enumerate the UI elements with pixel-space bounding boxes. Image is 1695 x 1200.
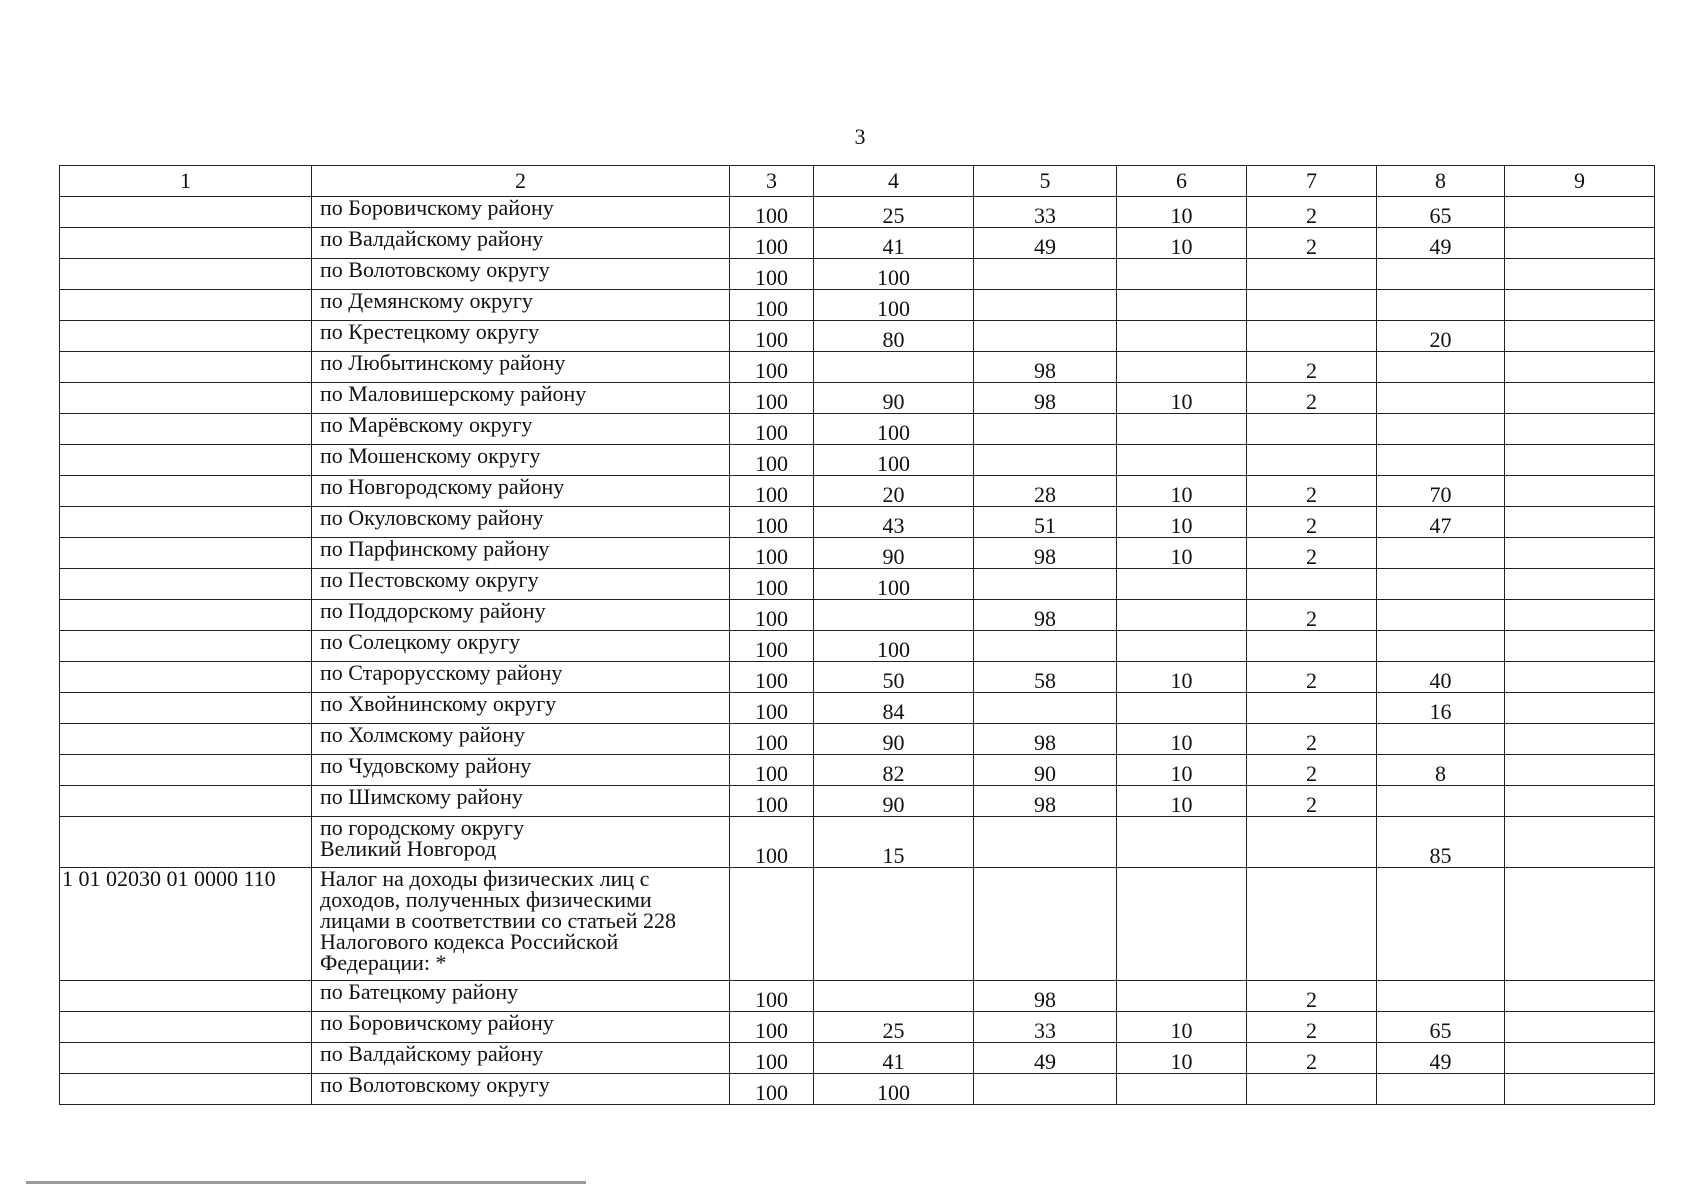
percent-value-cell [1247, 569, 1377, 600]
percent-value-cell [1505, 600, 1655, 631]
percent-value-cell [974, 445, 1117, 476]
percent-value-cell: 98 [974, 383, 1117, 414]
percent-value-cell: 10 [1117, 507, 1247, 538]
table-row [60, 693, 1655, 724]
percent-value-cell [974, 817, 1117, 868]
percent-value-cell [1505, 569, 1655, 600]
percent-value-cell: 2 [1247, 538, 1377, 569]
percent-value-cell [1117, 569, 1247, 600]
table-row [60, 631, 1655, 662]
percent-value-cell: 70 [1377, 476, 1505, 507]
column-number-header: 7 [1247, 166, 1377, 197]
percent-value-cell [1505, 631, 1655, 662]
percent-value-cell: 100 [730, 1043, 814, 1074]
percent-value-cell: 84 [814, 693, 974, 724]
percent-value-cell: 28 [974, 476, 1117, 507]
percent-value-cell [1377, 445, 1505, 476]
percent-value-cell: 100 [730, 600, 814, 631]
table-row [60, 259, 1655, 290]
revenue-name-cell: по Чудовскому району [312, 755, 730, 786]
percent-value-cell [1505, 507, 1655, 538]
percent-value-cell [1117, 693, 1247, 724]
percent-value-cell [1377, 538, 1505, 569]
revenue-name-cell: по Валдайскому району [312, 228, 730, 259]
column-number-header: 2 [312, 166, 730, 197]
budget-code-cell [60, 631, 312, 662]
table-row [60, 321, 1655, 352]
column-number-header-row [60, 166, 1655, 197]
percent-value-cell [814, 352, 974, 383]
percent-value-cell [1505, 1043, 1655, 1074]
percent-value-cell: 98 [974, 724, 1117, 755]
percent-value-cell: 65 [1377, 197, 1505, 228]
percent-value-cell [1505, 445, 1655, 476]
percent-value-cell: 41 [814, 1043, 974, 1074]
percent-value-cell: 49 [974, 228, 1117, 259]
percent-value-cell [1505, 786, 1655, 817]
percent-value-cell: 100 [730, 414, 814, 445]
percent-value-cell [974, 693, 1117, 724]
budget-code-cell [60, 1043, 312, 1074]
table-row [60, 476, 1655, 507]
percent-value-cell: 2 [1247, 600, 1377, 631]
percent-value-cell: 2 [1247, 724, 1377, 755]
percent-value-cell: 15 [814, 817, 974, 868]
percent-value-cell [1247, 631, 1377, 662]
percent-value-cell: 65 [1377, 1012, 1505, 1043]
percent-value-cell [1505, 1012, 1655, 1043]
budget-code-cell [60, 1012, 312, 1043]
percent-value-cell: 100 [814, 259, 974, 290]
percent-value-cell [1247, 321, 1377, 352]
percent-value-cell [1117, 290, 1247, 321]
budget-code-cell [60, 507, 312, 538]
percent-value-cell: 2 [1247, 383, 1377, 414]
budget-code-cell [60, 352, 312, 383]
revenue-name-cell: Налог на доходы физических лиц с доходов, полученных физическими лицами в соответствии со статьей 228 Налогового кодекса Российской Федерации: * [312, 868, 730, 981]
percent-value-cell [1505, 538, 1655, 569]
revenue-name-cell: по Новгородскому району [312, 476, 730, 507]
revenue-name-cell: по Пестовскому округу [312, 569, 730, 600]
percent-value-cell: 51 [974, 507, 1117, 538]
percent-value-cell: 50 [814, 662, 974, 693]
percent-value-cell [730, 868, 814, 981]
percent-value-cell [1505, 228, 1655, 259]
percent-value-cell [1377, 1074, 1505, 1105]
percent-value-cell [974, 290, 1117, 321]
percent-value-cell: 100 [730, 445, 814, 476]
percent-value-cell: 100 [814, 569, 974, 600]
percent-value-cell: 10 [1117, 1043, 1247, 1074]
percent-value-cell [1117, 352, 1247, 383]
revenue-name-cell: по Крестецкому округу [312, 321, 730, 352]
percent-value-cell: 10 [1117, 476, 1247, 507]
percent-value-cell [1377, 414, 1505, 445]
percent-value-cell: 98 [974, 538, 1117, 569]
column-number-header: 5 [974, 166, 1117, 197]
percent-value-cell: 33 [974, 197, 1117, 228]
percent-value-cell: 10 [1117, 662, 1247, 693]
percent-value-cell: 90 [814, 786, 974, 817]
percent-value-cell: 2 [1247, 352, 1377, 383]
percent-value-cell [1117, 1074, 1247, 1105]
budget-code-cell [60, 817, 312, 868]
table-row [60, 383, 1655, 414]
table-row [60, 569, 1655, 600]
percent-value-cell: 2 [1247, 476, 1377, 507]
percent-value-cell: 80 [814, 321, 974, 352]
budget-distribution-table [59, 165, 1655, 1105]
table-row [60, 724, 1655, 755]
percent-value-cell: 100 [730, 352, 814, 383]
percent-value-cell: 100 [730, 290, 814, 321]
table-row [60, 414, 1655, 445]
budget-code-cell [60, 321, 312, 352]
percent-value-cell: 100 [730, 228, 814, 259]
percent-value-cell [1377, 724, 1505, 755]
percent-value-cell [1505, 755, 1655, 786]
budget-code-cell [60, 981, 312, 1012]
revenue-name-cell: по Холмскому району [312, 724, 730, 755]
percent-value-cell: 2 [1247, 755, 1377, 786]
percent-value-cell: 16 [1377, 693, 1505, 724]
percent-value-cell: 10 [1117, 538, 1247, 569]
percent-value-cell [974, 569, 1117, 600]
percent-value-cell: 98 [974, 352, 1117, 383]
percent-value-cell: 20 [1377, 321, 1505, 352]
percent-value-cell: 2 [1247, 507, 1377, 538]
percent-value-cell: 47 [1377, 507, 1505, 538]
percent-value-cell [974, 321, 1117, 352]
percent-value-cell: 85 [1377, 817, 1505, 868]
budget-code-cell [60, 290, 312, 321]
revenue-name-cell: по Старорусскому району [312, 662, 730, 693]
percent-value-cell: 2 [1247, 1012, 1377, 1043]
percent-value-cell: 98 [974, 600, 1117, 631]
percent-value-cell [1377, 868, 1505, 981]
percent-value-cell [1117, 414, 1247, 445]
percent-value-cell [1247, 693, 1377, 724]
percent-value-cell: 33 [974, 1012, 1117, 1043]
percent-value-cell [1505, 290, 1655, 321]
percent-value-cell: 100 [730, 662, 814, 693]
revenue-name-cell: по Поддорскому району [312, 600, 730, 631]
percent-value-cell: 82 [814, 755, 974, 786]
percent-value-cell [1505, 662, 1655, 693]
budget-code-cell [60, 197, 312, 228]
percent-value-cell [1117, 981, 1247, 1012]
percent-value-cell: 100 [730, 631, 814, 662]
table-row [60, 538, 1655, 569]
percent-value-cell: 90 [814, 538, 974, 569]
percent-value-cell [1505, 352, 1655, 383]
table-row [60, 817, 1655, 868]
table-row [60, 868, 1655, 981]
table-row [60, 600, 1655, 631]
budget-code-cell [60, 414, 312, 445]
percent-value-cell [1377, 569, 1505, 600]
percent-value-cell: 2 [1247, 981, 1377, 1012]
percent-value-cell: 58 [974, 662, 1117, 693]
budget-code-cell [60, 383, 312, 414]
percent-value-cell [814, 868, 974, 981]
percent-value-cell [1247, 868, 1377, 981]
table-row [60, 1012, 1655, 1043]
percent-value-cell: 100 [730, 321, 814, 352]
percent-value-cell: 100 [814, 414, 974, 445]
budget-code-cell [60, 662, 312, 693]
percent-value-cell [1505, 693, 1655, 724]
percent-value-cell: 41 [814, 228, 974, 259]
revenue-name-cell: по Валдайскому району [312, 1043, 730, 1074]
percent-value-cell: 100 [814, 631, 974, 662]
percent-value-cell [1377, 290, 1505, 321]
percent-value-cell [1377, 786, 1505, 817]
percent-value-cell: 100 [730, 786, 814, 817]
revenue-name-cell: по Батецкому району [312, 981, 730, 1012]
percent-value-cell: 100 [730, 197, 814, 228]
percent-value-cell [814, 600, 974, 631]
budget-code-cell [60, 538, 312, 569]
percent-value-cell: 10 [1117, 724, 1247, 755]
percent-value-cell: 2 [1247, 228, 1377, 259]
percent-value-cell: 25 [814, 197, 974, 228]
percent-value-cell: 10 [1117, 228, 1247, 259]
percent-value-cell [814, 981, 974, 1012]
percent-value-cell: 100 [814, 445, 974, 476]
percent-value-cell [1505, 817, 1655, 868]
percent-value-cell: 49 [974, 1043, 1117, 1074]
page-number: 3 [854, 124, 866, 149]
percent-value-cell: 100 [730, 693, 814, 724]
percent-value-cell: 20 [814, 476, 974, 507]
budget-code-cell [60, 569, 312, 600]
column-number-header: 9 [1505, 166, 1655, 197]
budget-code-cell [60, 693, 312, 724]
percent-value-cell: 98 [974, 786, 1117, 817]
percent-value-cell: 100 [730, 817, 814, 868]
percent-value-cell: 100 [730, 476, 814, 507]
percent-value-cell [1505, 197, 1655, 228]
budget-code-cell [60, 1074, 312, 1105]
percent-value-cell [1505, 414, 1655, 445]
column-number-header: 3 [730, 166, 814, 197]
percent-value-cell: 43 [814, 507, 974, 538]
revenue-name-cell: по Маловишерскому району [312, 383, 730, 414]
percent-value-cell: 100 [730, 981, 814, 1012]
percent-value-cell: 2 [1247, 786, 1377, 817]
table-row [60, 786, 1655, 817]
percent-value-cell [1377, 600, 1505, 631]
percent-value-cell: 2 [1247, 1043, 1377, 1074]
percent-value-cell: 98 [974, 981, 1117, 1012]
column-number-header: 8 [1377, 166, 1505, 197]
percent-value-cell: 25 [814, 1012, 974, 1043]
percent-value-cell: 100 [730, 1012, 814, 1043]
percent-value-cell [1377, 383, 1505, 414]
revenue-name-cell: по Марёвскому округу [312, 414, 730, 445]
table-row [60, 507, 1655, 538]
percent-value-cell: 90 [814, 724, 974, 755]
percent-value-cell [1505, 321, 1655, 352]
revenue-name-cell: по Волотовскому округу [312, 259, 730, 290]
percent-value-cell: 100 [730, 538, 814, 569]
revenue-name-cell: по Солецкому округу [312, 631, 730, 662]
percent-value-cell [1117, 817, 1247, 868]
budget-code-cell [60, 228, 312, 259]
percent-value-cell: 10 [1117, 383, 1247, 414]
percent-value-cell [974, 631, 1117, 662]
table-row [60, 981, 1655, 1012]
percent-value-cell: 2 [1247, 662, 1377, 693]
percent-value-cell: 100 [730, 507, 814, 538]
percent-value-cell [1117, 259, 1247, 290]
revenue-name-cell: по Боровичскому району [312, 1012, 730, 1043]
revenue-name-cell: по Мошенскому округу [312, 445, 730, 476]
percent-value-cell: 40 [1377, 662, 1505, 693]
percent-value-cell: 10 [1117, 755, 1247, 786]
percent-value-cell [1377, 352, 1505, 383]
percent-value-cell [1117, 868, 1247, 981]
percent-value-cell [1505, 476, 1655, 507]
percent-value-cell [1117, 321, 1247, 352]
percent-value-cell: 49 [1377, 228, 1505, 259]
table-row [60, 662, 1655, 693]
percent-value-cell: 10 [1117, 786, 1247, 817]
budget-code-cell [60, 724, 312, 755]
scan-artifact-line [26, 1181, 586, 1184]
budget-code-cell [60, 755, 312, 786]
revenue-name-cell: по Парфинскому району [312, 538, 730, 569]
revenue-name-cell: по Хвойнинскому округу [312, 693, 730, 724]
percent-value-cell [1377, 981, 1505, 1012]
table-row [60, 755, 1655, 786]
budget-code-cell [60, 259, 312, 290]
percent-value-cell [1505, 724, 1655, 755]
percent-value-cell [1247, 445, 1377, 476]
percent-value-cell: 90 [814, 383, 974, 414]
revenue-name-cell: по Волотовскому округу [312, 1074, 730, 1105]
percent-value-cell: 90 [974, 755, 1117, 786]
percent-value-cell [1247, 414, 1377, 445]
budget-code-cell: 1 01 02030 01 0000 110 [60, 868, 312, 981]
budget-code-cell [60, 445, 312, 476]
percent-value-cell [974, 1074, 1117, 1105]
percent-value-cell [1505, 383, 1655, 414]
column-number-header: 4 [814, 166, 974, 197]
percent-value-cell: 100 [730, 383, 814, 414]
percent-value-cell [1505, 868, 1655, 981]
revenue-name-cell: по Любытинскому району [312, 352, 730, 383]
percent-value-cell [1117, 631, 1247, 662]
percent-value-cell [974, 259, 1117, 290]
budget-code-cell [60, 786, 312, 817]
percent-value-cell [974, 414, 1117, 445]
percent-value-cell: 2 [1247, 197, 1377, 228]
percent-value-cell [1377, 631, 1505, 662]
table-row [60, 352, 1655, 383]
table-row [60, 197, 1655, 228]
column-number-header: 6 [1117, 166, 1247, 197]
percent-value-cell: 100 [730, 259, 814, 290]
percent-value-cell: 100 [730, 724, 814, 755]
table-row [60, 1074, 1655, 1105]
table-row [60, 290, 1655, 321]
percent-value-cell [1377, 259, 1505, 290]
percent-value-cell [1247, 817, 1377, 868]
revenue-name-cell: по Шимскому району [312, 786, 730, 817]
percent-value-cell [1247, 259, 1377, 290]
percent-value-cell: 49 [1377, 1043, 1505, 1074]
table-row [60, 1043, 1655, 1074]
percent-value-cell [1117, 600, 1247, 631]
percent-value-cell [1117, 445, 1247, 476]
table-row [60, 445, 1655, 476]
percent-value-cell [974, 868, 1117, 981]
revenue-name-cell: по городскому округу Великий Новгород [312, 817, 730, 868]
percent-value-cell: 100 [730, 1074, 814, 1105]
budget-code-cell [60, 476, 312, 507]
revenue-name-cell: по Боровичскому району [312, 197, 730, 228]
percent-value-cell [1505, 981, 1655, 1012]
percent-value-cell: 8 [1377, 755, 1505, 786]
table-row [60, 228, 1655, 259]
column-number-header: 1 [60, 166, 312, 197]
percent-value-cell [1505, 1074, 1655, 1105]
revenue-name-cell: по Окуловскому району [312, 507, 730, 538]
budget-code-cell [60, 600, 312, 631]
percent-value-cell [1247, 1074, 1377, 1105]
percent-value-cell [1505, 259, 1655, 290]
percent-value-cell: 100 [730, 755, 814, 786]
revenue-name-cell: по Демянскому округу [312, 290, 730, 321]
percent-value-cell: 10 [1117, 197, 1247, 228]
percent-value-cell: 10 [1117, 1012, 1247, 1043]
percent-value-cell [1247, 290, 1377, 321]
percent-value-cell: 100 [814, 290, 974, 321]
percent-value-cell: 100 [730, 569, 814, 600]
percent-value-cell: 100 [814, 1074, 974, 1105]
